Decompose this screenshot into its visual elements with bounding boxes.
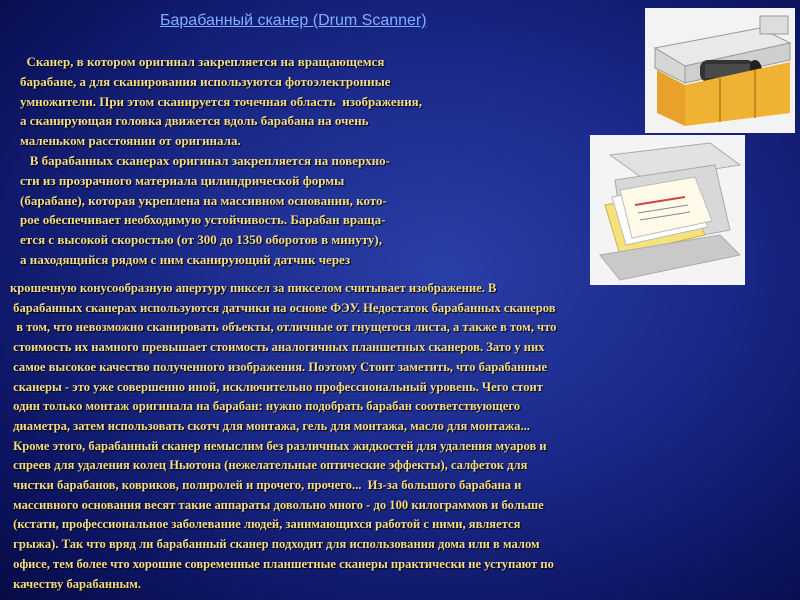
title-main: Барабанный сканер bbox=[160, 12, 309, 29]
text-line: (кстати, профессиональное заболевание людей, занимающихся работой с ними, является bbox=[10, 517, 521, 532]
text-line: Сканер, в котором оригинал закрепляется на вращающемся bbox=[20, 54, 385, 69]
text-line: стоимость их намного превышает стоимость аналогичных планшетных сканеров. Зато у них bbox=[10, 340, 545, 355]
text-line: массивного основания весят такие аппараты довольно много - до 100 килограммов и больше bbox=[10, 497, 544, 512]
text-line: умножители. При этом сканируется точечная область изображения, bbox=[20, 93, 422, 109]
text-line: крошечную конусообразную апертуру пиксел за пикселом считывает изображение. В bbox=[10, 281, 497, 295]
text-line: сканеры - это уже совершенно иной, исключительно профессиональный уровень. Чего стоит bbox=[10, 379, 543, 394]
text-line: а находящийся рядом с ним сканирующий датчик через bbox=[20, 251, 351, 267]
text-line: чистки барабанов, ковриков, полиролей и прочего, прочего... Из-за большого барабана и bbox=[10, 478, 522, 493]
text-line: ется с высокой скоростью (от 300 до 1350 оборотов в минуту), bbox=[20, 232, 382, 248]
text-line: спреев для удаления колец Ньютона (нежелательные оптические эффекты), салфеток для bbox=[10, 458, 528, 473]
text-line: барабанных сканерах используются датчики на основе ФЭУ. Недостаток барабанных сканеров bbox=[10, 300, 556, 315]
drum-scanner-photo bbox=[645, 8, 795, 133]
slide-title[interactable] bbox=[160, 12, 427, 30]
text-line: офисе, тем более что хорошие современные планшетные сканеры практически не уступают по bbox=[10, 556, 554, 571]
text-line: маленьком расстоянии от оригинала. bbox=[20, 133, 241, 149]
text-line: сти из прозрачного материала цилиндрической формы bbox=[20, 172, 345, 188]
text-line: барабане, а для сканирования используются фотоэлектронные bbox=[20, 73, 391, 89]
text-line: рое обеспечивает необходимую устойчивость. Барабан враща- bbox=[20, 212, 386, 228]
text-line: Кроме этого, барабанный сканер немыслим без различных жидкостей для удаления муаров и bbox=[10, 438, 547, 453]
text-line: качеству барабанным. bbox=[10, 576, 142, 591]
upper-paragraph bbox=[20, 52, 422, 270]
lower-paragraph bbox=[10, 279, 556, 594]
text-line: в том, что невозможно сканировать объекты, отличные от гнущегося листа, а также в том, что bbox=[10, 320, 557, 335]
text-line: самое высокое качество полученного изображения. Поэтому Стоит заметить, что барабанные bbox=[10, 359, 548, 374]
title-sub: (Drum Scanner) bbox=[308, 12, 427, 29]
text-line: В барабанных сканерах оригинал закрепляется на поверхно- bbox=[20, 152, 390, 168]
text-line: (барабане), которая укреплена на массивном основании, кото- bbox=[20, 192, 387, 208]
text-line: грыжа). Так что вряд ли барабанный сканер подходит для использования дома или в малом bbox=[10, 537, 540, 552]
text-line: а сканирующая головка движется вдоль барабана на очень bbox=[20, 113, 369, 129]
text-line: диаметра, затем использовать скотч для монтажа, гель для монтажа, масло для монтажа... bbox=[10, 418, 530, 433]
text-line: один только монтаж оригинала на барабан: нужно подобрать барабан соответствующего bbox=[10, 399, 521, 414]
flatbed-scanner-photo bbox=[590, 135, 745, 285]
